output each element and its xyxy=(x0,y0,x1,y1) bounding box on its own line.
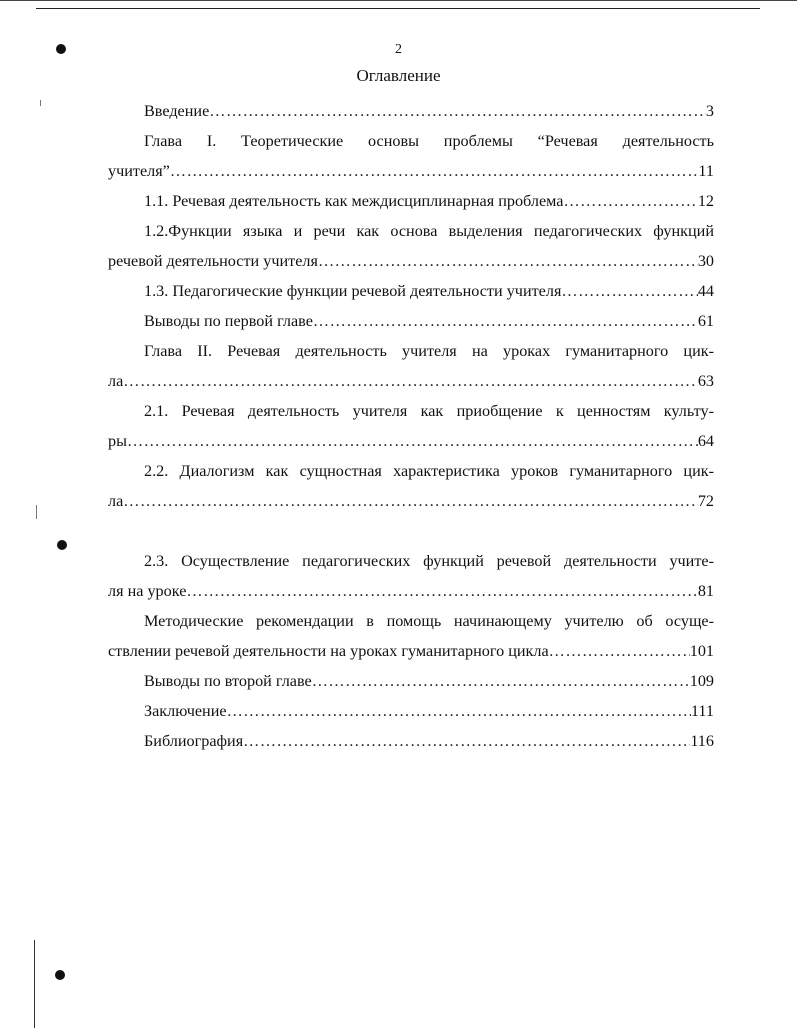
toc-entry xyxy=(108,696,714,726)
toc-entry xyxy=(108,96,714,126)
toc-entry-title: Выводы по первой главе xyxy=(144,312,313,330)
table-of-contents xyxy=(108,96,714,756)
toc-entry-title: 2.3. Осуществление педагогических функций речевой деятельности учите- xyxy=(144,552,714,570)
scan-edge-line xyxy=(36,8,760,9)
toc-entry xyxy=(108,306,714,336)
toc-entry-title: 1.3. Педагогические функции речевой деятельности учителя xyxy=(144,282,562,300)
toc-page-number: 64 xyxy=(697,432,714,450)
toc-leader-dots xyxy=(312,666,690,696)
toc-entry xyxy=(108,456,714,516)
binder-hole-mark xyxy=(55,970,65,980)
toc-entry-title-continued: ла xyxy=(108,492,124,510)
toc-page-number: 12 xyxy=(697,192,714,210)
toc-leader-dots xyxy=(561,276,697,306)
toc-entry-title: 1.1. Речевая деятельность как междисциплинарная проблема xyxy=(144,192,564,210)
scan-edge-line xyxy=(34,940,35,1028)
toc-entry-title: Методические рекомендации в помощь начинающему учителю об осуще- xyxy=(144,612,714,630)
toc-entry-title-continued: ла xyxy=(108,372,124,390)
toc-page-number: 111 xyxy=(690,702,714,720)
toc-page-number: 3 xyxy=(705,102,714,120)
toc-leader-dots xyxy=(227,696,691,726)
page-title: Оглавление xyxy=(356,66,441,85)
toc-page-number: 63 xyxy=(697,372,714,390)
binder-hole-mark xyxy=(57,540,67,550)
toc-entry xyxy=(108,336,714,396)
toc-entry-title: 2.2. Диалогизм как сущностная характеристика уроков гуманитарного цик- xyxy=(144,462,714,480)
toc-entry xyxy=(108,546,714,606)
toc-entry xyxy=(108,726,714,756)
toc-page-number: 81 xyxy=(697,582,714,600)
toc-entry-title: Библиография xyxy=(144,732,244,750)
toc-page-number: 116 xyxy=(690,732,714,750)
toc-entry xyxy=(108,666,714,696)
page-number: 2 xyxy=(395,42,402,57)
toc-page-number: 61 xyxy=(697,312,714,330)
toc-leader-dots xyxy=(209,96,706,126)
toc-leader-dots xyxy=(170,156,699,186)
toc-page-number: 11 xyxy=(698,162,714,180)
toc-entry-title-continued: учителя” xyxy=(108,162,170,180)
toc-page-number: 101 xyxy=(689,642,714,660)
toc-entry-title: 1.2.Функции языка и речи как основа выделения педагогических функций xyxy=(144,222,714,240)
toc-entry-title-continued: ствлении речевой деятельности на уроках гуманитарного цикла xyxy=(108,642,549,660)
toc-entry-title: 2.1. Речевая деятельность учителя как приобщение к ценностям культу- xyxy=(144,402,714,420)
page-break-gap xyxy=(108,516,714,546)
scan-edge-line xyxy=(0,0,797,1)
toc-page-number: 30 xyxy=(697,252,714,270)
toc-entry-title-continued: ры xyxy=(108,432,127,450)
toc-entry xyxy=(108,276,714,306)
toc-entry xyxy=(108,126,714,186)
toc-leader-dots xyxy=(318,246,698,276)
scan-speck xyxy=(40,100,41,106)
toc-page-number: 44 xyxy=(697,282,714,300)
toc-leader-dots xyxy=(123,366,698,396)
toc-leader-dots xyxy=(243,726,690,756)
toc-page-number: 109 xyxy=(689,672,714,690)
toc-page-number: 72 xyxy=(697,492,714,510)
scan-speck xyxy=(36,505,37,519)
toc-entry xyxy=(108,186,714,216)
toc-entry-title-continued: ля на уроке xyxy=(108,582,187,600)
toc-leader-dots xyxy=(127,426,698,456)
toc-entry-title: Глава II. Речевая деятельность учителя на уроках гуманитарного цик- xyxy=(144,342,714,360)
toc-entry-title: Выводы по второй главе xyxy=(144,672,312,690)
toc-entry-title: Глава I. Теоретические основы проблемы “Речевая деятельность xyxy=(144,132,714,150)
toc-entry-title: Введение xyxy=(144,102,210,120)
toc-entry xyxy=(108,216,714,276)
toc-leader-dots xyxy=(313,306,698,336)
toc-entry-title-continued: речевой деятельности учителя xyxy=(108,252,318,270)
toc-entry-title: Заключение xyxy=(144,702,227,720)
toc-entry xyxy=(108,606,714,666)
toc-leader-dots xyxy=(563,186,697,216)
toc-leader-dots xyxy=(549,636,690,666)
toc-entry xyxy=(108,396,714,456)
toc-leader-dots xyxy=(186,576,697,606)
toc-leader-dots xyxy=(123,486,698,516)
